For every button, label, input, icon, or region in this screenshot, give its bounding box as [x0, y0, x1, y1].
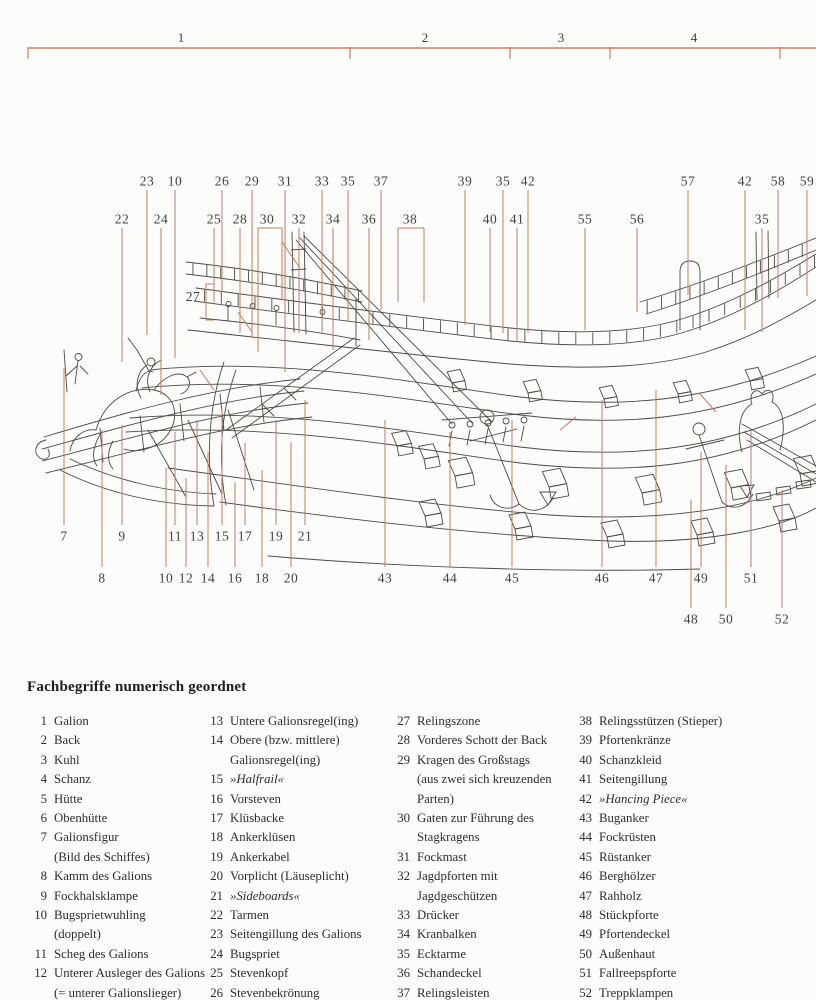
callout-number: 35	[340, 173, 356, 189]
glossary-entry-term: (Bild des Schiffes)	[54, 849, 150, 864]
hull-line	[130, 404, 816, 452]
glossary-entry-term: Seitengillung des Galions	[230, 927, 362, 942]
glossary-entry-number: 39	[579, 733, 592, 748]
hull-line	[768, 231, 769, 298]
glossary-entry-number: 49	[579, 927, 592, 942]
hull-line	[490, 495, 519, 508]
gunport-lid	[392, 431, 412, 446]
glossary-entry-number: 29	[397, 752, 410, 767]
callout-number: 17	[237, 528, 253, 544]
callout-number: 45	[504, 570, 520, 586]
glossary-entry-term: Ankerkabel	[230, 849, 290, 864]
hull-line	[300, 238, 472, 423]
glossary-entry-number: 21	[210, 888, 223, 903]
glossary-entry-number: 28	[397, 733, 410, 748]
callout-number: 8	[98, 570, 106, 586]
glossary-entry-term: Fockrüsten	[599, 830, 656, 845]
hull-line	[150, 356, 816, 402]
glossary-entry-term: Stagkragens	[417, 830, 480, 845]
callout-number: 9	[118, 528, 126, 544]
hull-line	[274, 306, 279, 326]
hull-line	[180, 404, 184, 441]
glossary-entry-number: 31	[397, 849, 410, 864]
callout-number: 49	[693, 570, 709, 586]
glossary-entry-term: Stevenbekrönung	[230, 985, 320, 1000]
glossary-entry-term: Jagdgeschützen	[417, 888, 498, 903]
glossary-entry-number: 38	[579, 714, 592, 728]
hull-line	[196, 254, 816, 332]
callout-number: 15	[214, 528, 230, 544]
gunport-lid	[793, 455, 816, 474]
glossary-entry-term: Back	[54, 733, 81, 748]
gunport-lid	[691, 518, 713, 535]
glossary-entry-term: Jagdpforten mit	[417, 869, 498, 884]
callout-number: 59	[799, 173, 815, 189]
callout-number: 48	[683, 611, 699, 627]
callout-layer	[60, 174, 814, 627]
glossary-entry-number: 16	[210, 791, 223, 806]
callout-number: 51	[743, 570, 759, 586]
glossary-entry-number: 20	[210, 869, 223, 884]
callout-number: 18	[254, 570, 270, 586]
callout-number: 35	[754, 211, 770, 227]
glossary-entry-number: 6	[40, 811, 47, 826]
glossary-entry-number: 2	[40, 733, 47, 748]
hull-line	[142, 374, 816, 420]
hull-line	[194, 267, 816, 345]
glossary-entry-number: 43	[579, 811, 592, 826]
glossary-entry-term: Schandeckel	[417, 966, 482, 981]
callout-number: 16	[227, 570, 243, 586]
callout-number: 42	[737, 173, 753, 189]
callout-number: 46	[594, 570, 610, 586]
glossary-entry-term: Obenhütte	[54, 811, 108, 826]
callout-number: 10	[158, 570, 174, 586]
hull-line	[284, 388, 296, 400]
callout-number: 10	[167, 173, 183, 189]
glossary-entry-term: Scheg des Galions	[54, 946, 149, 961]
glossary-entry-term: Buganker	[599, 811, 649, 826]
glossary-entry-number: 13	[210, 714, 223, 728]
glossary-entry-number: 7	[40, 830, 47, 845]
scale-label: 3	[557, 30, 565, 45]
glossary-entry-number: 4	[40, 772, 47, 787]
glossary-entry-term: Hütte	[54, 791, 83, 806]
glossary-entry-term: »Halfrail«	[230, 772, 285, 787]
hull-line	[154, 372, 196, 394]
hull-line	[487, 424, 519, 504]
glossary-entry-term: Fallreepspforte	[599, 966, 677, 981]
glossary-entry-number: 23	[210, 927, 223, 942]
callout-number: 19	[268, 528, 284, 544]
callout-number: 43	[377, 570, 393, 586]
gunport-lid	[523, 379, 541, 393]
glossary-entry-number: 9	[40, 888, 47, 903]
glossary-entry-term: Galion	[54, 714, 89, 728]
glossary-entry-number: 30	[397, 811, 410, 826]
glossary-entry-number: 24	[210, 946, 223, 961]
glossary-entry-term: Vorsteven	[230, 791, 281, 806]
glossary-entry-number: 52	[579, 985, 592, 1000]
callout-number: 21	[297, 528, 313, 544]
glossary-entry-term: Berghölzer	[599, 869, 656, 884]
callout-number: 57	[680, 173, 696, 189]
hull-line	[109, 441, 114, 469]
glossary-entry-number: 44	[579, 830, 592, 845]
glossary-entry-term: Fockmast	[417, 849, 467, 864]
glossary-entry-term: Relingszone	[417, 714, 481, 728]
hull-line	[756, 232, 757, 300]
hull-line	[70, 459, 216, 494]
callout-number: 41	[509, 211, 525, 227]
glossary-entry-number: 51	[579, 966, 592, 981]
glossary-entry-number: 27	[397, 714, 410, 728]
callout-number: 23	[139, 173, 155, 189]
callout-number: 30	[259, 211, 275, 227]
glossary-entry-number: 1	[40, 714, 47, 728]
callout-number: 24	[153, 211, 169, 227]
glossary-entry-term: Fockhalsklampe	[54, 888, 138, 903]
glossary-entry-term: Treppklampen	[599, 985, 674, 1000]
hull-line	[521, 417, 527, 441]
glossary-entry-number: 14	[210, 733, 223, 748]
glossary-entry-term: Gaten zur Führung des	[417, 811, 534, 826]
callout-number: 12	[178, 570, 194, 586]
gunport-lid	[724, 469, 748, 488]
glossary-entry-number: 12	[34, 966, 47, 981]
glossary-entry-term: Tarmen	[230, 908, 269, 923]
hull-line	[268, 556, 700, 570]
glossary-entry-term: Bugspriet	[230, 946, 280, 961]
glossary-entry-number: 34	[397, 927, 410, 942]
scale-label: 1	[177, 30, 185, 45]
glossary-entry-number: 40	[579, 752, 592, 767]
callout-number: 40	[482, 211, 498, 227]
ship-drawing	[36, 231, 816, 570]
callout-number: 29	[244, 173, 260, 189]
glossary-entry-term: Stevenkopf	[230, 966, 289, 981]
callout-number: 26	[214, 173, 230, 189]
glossary-entry-number: 10	[34, 908, 47, 923]
glossary-entry-term: Galionsfigur	[54, 830, 119, 845]
hull-line	[44, 379, 300, 437]
gunport-lid	[419, 499, 441, 516]
glossary-entry-term: Untere Galionsregel(ing)	[230, 714, 359, 728]
glossary-entry-term: Vorplicht (Läuseplicht)	[230, 869, 349, 884]
callout-number: 52	[774, 611, 790, 627]
hull-line	[693, 423, 705, 435]
glossary-entry-number: 33	[397, 908, 410, 923]
hull-line	[188, 300, 816, 367]
accent-line	[200, 370, 214, 390]
glossary-entry-term: Vorderes Schott der Back	[417, 733, 548, 748]
glossary-entry-number: 45	[579, 849, 592, 864]
callout-number: 47	[648, 570, 664, 586]
hull-line	[186, 274, 362, 302]
callout-number: 32	[291, 211, 307, 227]
hull-line	[232, 345, 360, 438]
glossary-entry-term: Schanzkleid	[599, 752, 662, 767]
glossary-entry-number: 22	[210, 908, 223, 923]
hull-line	[226, 338, 354, 430]
glossary-entry-term: »Hancing Piece«	[599, 791, 688, 806]
hull-line	[744, 432, 816, 474]
glossary-entry-number: 42	[579, 791, 592, 806]
glossary-entry-term: Pfortendeckel	[599, 927, 671, 942]
hull-line	[94, 433, 101, 466]
callout-number: 31	[277, 173, 293, 189]
glossary-entry-term: Bugsprietwuhling	[54, 908, 146, 923]
hull-line	[200, 318, 360, 340]
callout-number: 25	[206, 211, 222, 227]
gunport-lid	[599, 385, 617, 399]
glossary-entry-term: Klüsbacke	[230, 811, 285, 826]
callout-number: 34	[325, 211, 341, 227]
callout-number: 35	[495, 173, 511, 189]
callout-number: 37	[373, 173, 389, 189]
callout-number: 27	[185, 289, 201, 304]
glossary-entry-term: Außenhaut	[599, 946, 656, 961]
gunport-lid	[448, 457, 472, 476]
hull-line	[60, 470, 214, 506]
hull-line	[226, 302, 231, 322]
glossary-entry-term: Unterer Ausleger des Galions	[54, 966, 206, 981]
callout-number: 13	[189, 528, 205, 544]
glossary-entry-number: 26	[210, 985, 223, 1000]
hull-line	[646, 250, 816, 314]
glossary-entry-term: Seitengillung	[599, 772, 668, 787]
hull-line	[304, 232, 306, 334]
glossary-entry-term: Ankerklüsen	[230, 830, 296, 845]
callout-number: 50	[718, 611, 734, 627]
hull-line	[722, 494, 753, 507]
glossary-entry-number: 19	[210, 849, 223, 864]
glossary-entry-term: Drücker	[417, 908, 459, 923]
glossary-entry-number: 3	[40, 752, 47, 767]
hull-line	[188, 420, 222, 494]
glossary-entry-number: 46	[579, 869, 592, 884]
glossary-entry-term: Rahholz	[599, 888, 642, 903]
gunport-lid	[673, 380, 691, 394]
glossary-entry-term: Parten)	[417, 791, 454, 806]
red-accent-lines	[200, 242, 716, 430]
scale-label: 4	[690, 30, 698, 45]
hull-line	[96, 389, 175, 450]
glossary-entry-number: 17	[210, 811, 223, 826]
hull-line	[147, 358, 155, 366]
gunport-lid	[745, 367, 763, 381]
glossary-entry-number: 50	[579, 946, 592, 961]
callout-number: 20	[283, 570, 299, 586]
hull-line	[64, 350, 88, 392]
glossary-entry-term: Kragen des Großstags	[417, 752, 531, 767]
scale-label: 2	[421, 30, 429, 45]
hull-line	[42, 391, 304, 449]
hull-line	[503, 418, 509, 442]
glossary-entry-number: 15	[210, 772, 223, 787]
glossary-entry-number: 25	[210, 966, 223, 981]
callout-number: 14	[200, 570, 216, 586]
glossary-entry-term: (= unterer Galionslieger)	[54, 985, 182, 1000]
glossary-entry-number: 11	[34, 946, 47, 961]
glossary-entry-term: Galionsregel(ing)	[230, 752, 321, 767]
hull-line	[292, 232, 294, 332]
glossary-entry-term: Relingsleisten	[417, 985, 490, 1000]
glossary-entry-term: Obere (bzw. mittlere)	[230, 733, 340, 748]
glossary-entry-term: Kamm des Galions	[54, 869, 153, 884]
glossary-entry-number: 47	[579, 888, 592, 903]
callout-number: 7	[60, 528, 68, 544]
callout-number: 22	[114, 211, 130, 227]
callout-number: 11	[168, 528, 182, 544]
glossary-entry-term: Relingsstützen (Stieper)	[599, 714, 723, 728]
callout-number: 33	[314, 173, 330, 189]
glossary-entry-number: 36	[397, 966, 410, 981]
glossary-entry-term: Ecktarme	[417, 946, 467, 961]
hull-line	[262, 404, 274, 416]
gunport-lid	[542, 468, 566, 487]
glossary-entry-term: Stückpforte	[599, 908, 659, 923]
callout-number: 58	[770, 173, 786, 189]
glossary-entry-term: Kuhl	[54, 752, 80, 767]
glossary-entry-number: 8	[40, 869, 47, 884]
callout-number: 38	[402, 211, 418, 227]
callout-number: 56	[629, 211, 645, 227]
glossary-entry-term: Kranbalken	[417, 927, 477, 942]
callout-number: 55	[577, 211, 593, 227]
hull-line	[36, 440, 50, 459]
callout-number: 39	[457, 173, 473, 189]
glossary-entry-number: 32	[397, 869, 410, 884]
hull-line	[128, 338, 149, 371]
callout-number: 36	[361, 211, 377, 227]
glossary-entry-term: Rüstanker	[599, 849, 651, 864]
glossary-entry-number: 35	[397, 946, 410, 961]
callout-number: 42	[520, 173, 536, 189]
glossary-entry-term: Pfortenkränze	[599, 733, 671, 748]
glossary-entry-number: 5	[40, 791, 47, 806]
glossary-entry-number: 41	[579, 772, 592, 787]
glossary-heading: Fachbegriffe numerisch geordnet	[27, 679, 247, 695]
glossary-entry-number: 48	[579, 908, 592, 923]
gunport-lid	[773, 504, 795, 521]
hull-line	[296, 240, 452, 424]
glossary-entry-number: 18	[210, 830, 223, 845]
scale-bar	[28, 30, 816, 59]
callout-number: 28	[232, 211, 248, 227]
callout-number: 44	[442, 570, 458, 586]
glossary-entry-number: 37	[397, 985, 410, 1000]
glossary-entry-term: (aus zwei sich kreuzenden	[417, 772, 552, 787]
gunport-lid	[601, 520, 623, 537]
glossary-entry-term: »Sideboards«	[230, 888, 300, 903]
gunport-lid	[447, 369, 465, 383]
glossary-entry-term: (doppelt)	[54, 927, 101, 942]
glossary-entry-term: Schanz	[54, 772, 91, 787]
